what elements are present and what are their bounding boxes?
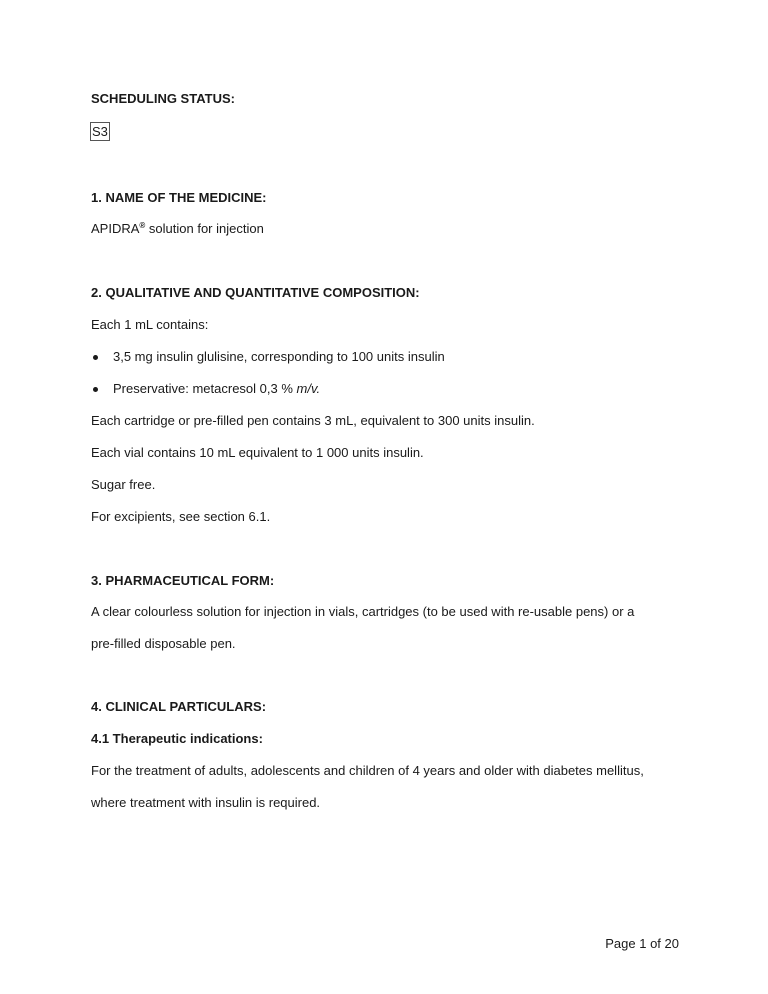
indications-line-2: where treatment with insulin is required. — [91, 795, 321, 810]
product-name-line — [91, 221, 264, 237]
page-number: Page 1 of 20 — [605, 936, 679, 951]
registered-mark: ® — [139, 221, 146, 230]
bullet-dot — [93, 387, 98, 392]
scheduling-status-heading: SCHEDULING STATUS: — [91, 91, 235, 106]
scheduling-status-badge: S3 — [92, 124, 108, 139]
section-2-heading: 2. QUALITATIVE AND QUANTITATIVE COMPOSITION: — [91, 285, 420, 300]
indications-line-1: For the treatment of adults, adolescents and children of 4 years and older with diabetes mellitus, — [91, 763, 644, 778]
composition-line-sugar: Sugar free. — [91, 477, 156, 492]
bullet-2-italic: m/v. — [296, 381, 321, 396]
section-4-1-subheading: 4.1 Therapeutic indications: — [91, 731, 263, 746]
section-3-heading: 3. PHARMACEUTICAL FORM: — [91, 573, 275, 588]
bullet-dot — [93, 355, 98, 360]
composition-intro: Each 1 mL contains: — [91, 317, 209, 332]
product-suffix: solution for injection — [145, 221, 264, 236]
section-1-heading: 1. NAME OF THE MEDICINE: — [91, 190, 267, 205]
composition-line-excipients: For excipients, see section 6.1. — [91, 509, 271, 524]
composition-bullet-1: 3,5 mg insulin glulisine, corresponding to 100 units insulin — [113, 349, 445, 364]
product-name: APIDRA — [91, 221, 140, 236]
composition-line-cartridge: Each cartridge or pre-filled pen contains 3 mL, equivalent to 300 units insulin. — [91, 413, 535, 428]
pharmaceutical-form-line-2: pre-filled disposable pen. — [91, 636, 236, 651]
bullet-2-text: Preservative: metacresol 0,3 % — [113, 381, 297, 396]
section-4-heading: 4. CLINICAL PARTICULARS: — [91, 699, 267, 714]
composition-line-vial: Each vial contains 10 mL equivalent to 1 000 units insulin. — [91, 445, 424, 460]
pharmaceutical-form-line-1: A clear colourless solution for injection in vials, cartridges (to be used with re-usable pens) or a — [91, 604, 635, 619]
composition-bullet-2 — [113, 381, 320, 397]
